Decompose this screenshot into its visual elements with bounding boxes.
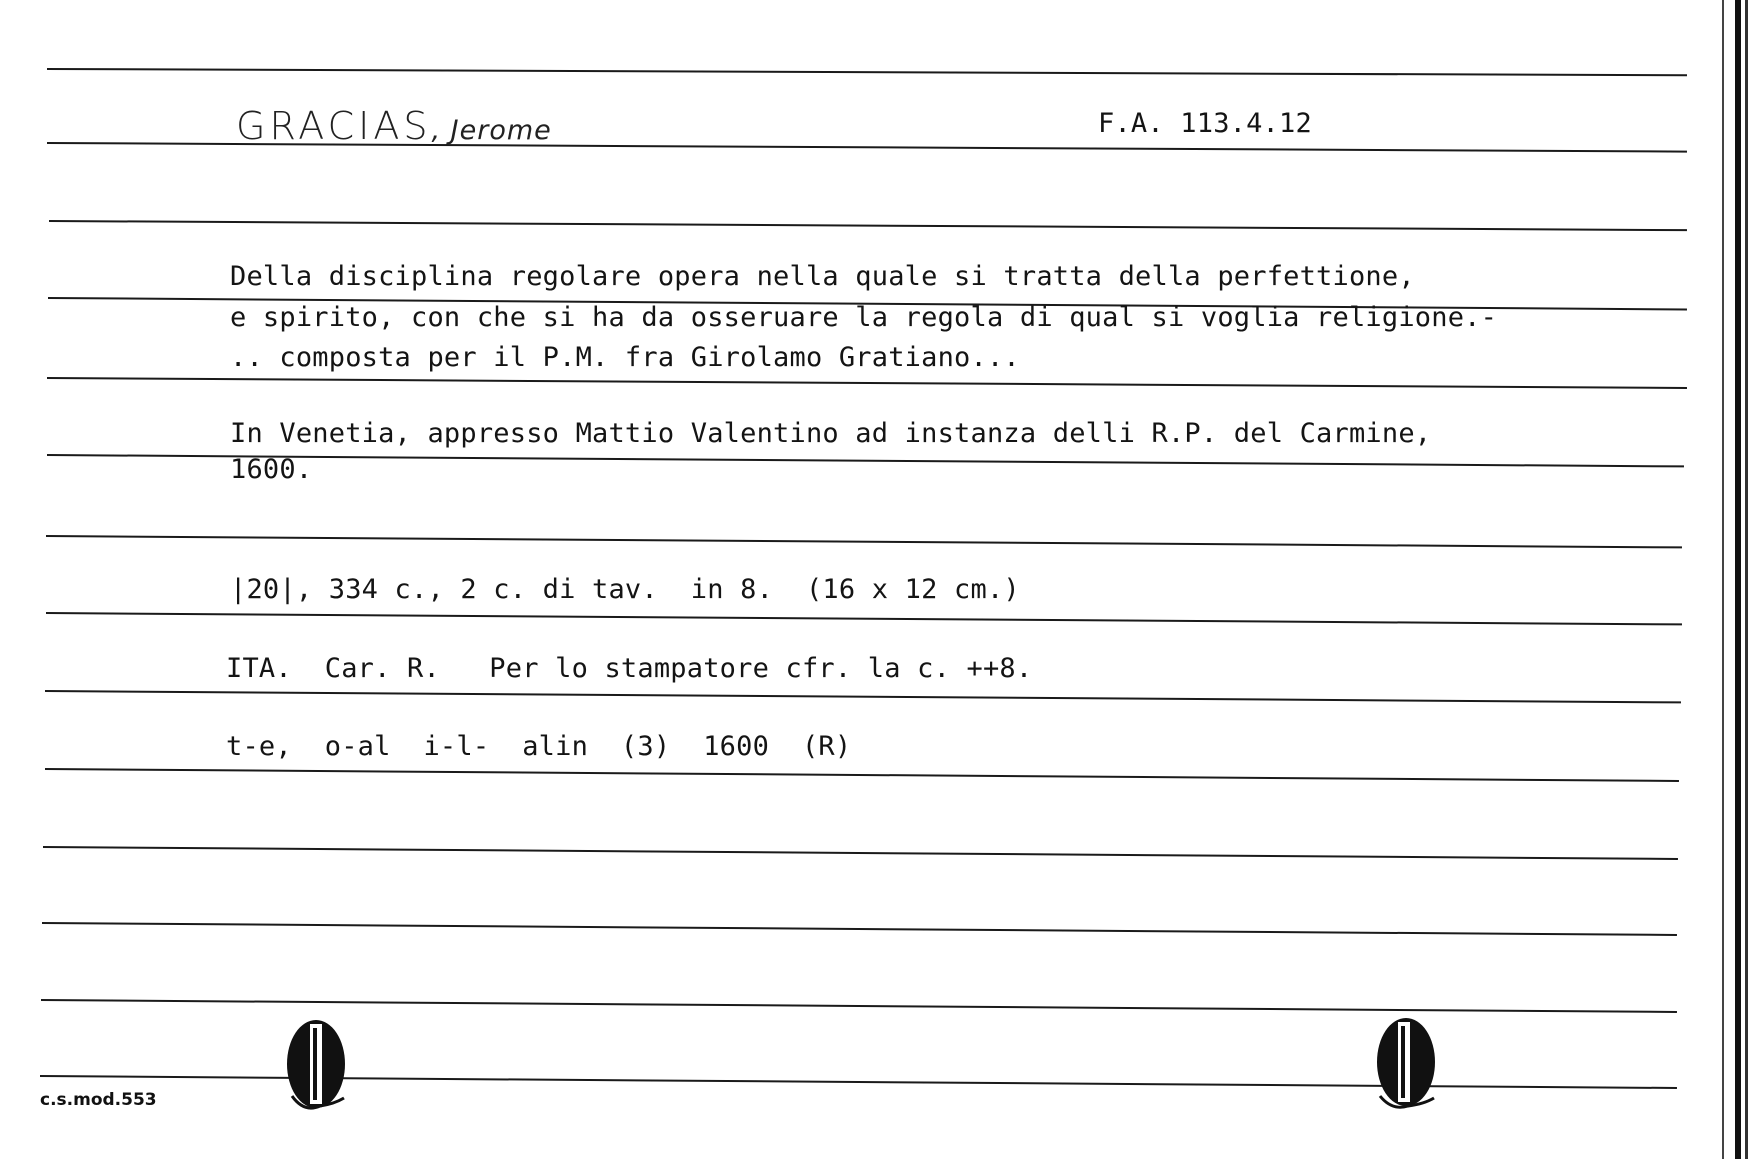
author-surname: GRACIAS xyxy=(236,104,432,148)
shelfmark: F.A. 113.4.12 xyxy=(1098,108,1312,139)
title-line: Della disciplina regolare opera nella quale si tratta della perfettione, xyxy=(230,261,1415,292)
ruled-line xyxy=(46,612,1682,625)
collation: |20|, 334 c., 2 c. di tav. in 8. (16 x 12 cm.) xyxy=(230,574,1020,605)
ruled-line xyxy=(46,535,1682,548)
ruled-line xyxy=(45,768,1679,782)
note: ITA. Car. R. Per lo stampatore cfr. la c. ++8. xyxy=(226,653,1033,684)
card-edge xyxy=(1722,0,1724,1159)
imprint-line: In Venetia, appresso Mattio Valentino ad instanza delli R.P. del Carmine, xyxy=(230,418,1432,449)
author-given-name: , Jerome xyxy=(431,115,552,146)
ruled-line xyxy=(45,690,1681,703)
imprint-line: 1600. xyxy=(230,454,313,485)
punch-hole-left-icon xyxy=(284,1018,348,1113)
punch-hole-right-icon xyxy=(1374,1016,1438,1111)
ruled-line xyxy=(43,846,1678,860)
author-heading xyxy=(236,104,552,148)
title-line: e spirito, con che si ha da osseruare la regola di qual si voglia religione.- xyxy=(230,302,1498,333)
form-code: c.s.mod.553 xyxy=(40,1090,157,1110)
ruled-line xyxy=(47,377,1687,389)
card-edge xyxy=(1735,0,1741,1159)
ruled-line xyxy=(47,68,1687,76)
card-edge xyxy=(1745,0,1748,1159)
fingerprint: t-e, o-al i-l- alin (3) 1600 (R) xyxy=(226,731,852,762)
ruled-line xyxy=(49,220,1687,231)
ruled-line xyxy=(42,922,1677,936)
title-line: .. composta per il P.M. fra Girolamo Gratiano... xyxy=(230,342,1020,373)
ruled-line xyxy=(41,999,1677,1013)
